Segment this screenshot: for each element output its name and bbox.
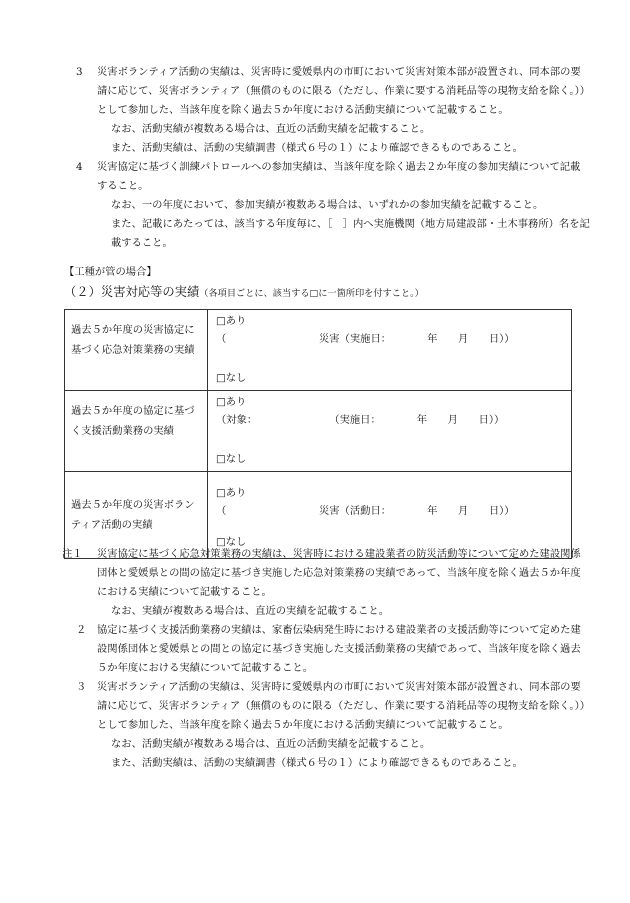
item-number: 3 bbox=[76, 66, 83, 78]
row-label: 過去５か年度の災害ボランティア活動の実績 bbox=[71, 499, 195, 531]
disaster-response-table bbox=[64, 309, 572, 559]
section-header: 【工種が管の場合】 bbox=[64, 266, 157, 278]
item-note: また、活動実績は、活動の実績調書（様式６号の１）により確認できるものであること。 bbox=[111, 142, 523, 154]
note-sub: なお、実績が複数ある場合は、直近の実績を記載すること。 bbox=[111, 605, 390, 617]
section-title-text: （２）災害対応等の実績 bbox=[64, 285, 200, 299]
top-items bbox=[0, 63, 630, 253]
row-answer-cell bbox=[208, 391, 572, 472]
section-subtitle: （各項目ごとに、該当する□に一箇所印を付すこと。） bbox=[199, 288, 424, 299]
checkbox-no[interactable]: □なし bbox=[216, 372, 247, 384]
row-answer-cell bbox=[208, 310, 572, 391]
row-label: 過去５か年度の協定に基づく支援活動業務の実績 bbox=[65, 391, 208, 472]
table-row bbox=[65, 391, 572, 472]
checkbox-no[interactable]: □なし bbox=[216, 536, 247, 548]
checkbox-no[interactable]: □なし bbox=[216, 453, 247, 465]
note-text: 災害ボランティア活動の実績は、災害時に愛媛県内の市町において災害対策本部が設置され、同本部の要請に応じて、災害ボランティア（無償のものに限る（ただし、作業に要する消耗品等の現物支給を除く。））として参加した、当該年度を除く過去５か年度における活動実績について記載すること。 bbox=[97, 681, 591, 731]
row-label: 過去５か年度の災害協定に基づく応急対策業務の実績 bbox=[65, 310, 208, 391]
item-note: なお、一の年度において、参加実績が複数ある場合は、いずれかの参加実績を記載すること。 bbox=[111, 199, 544, 211]
table-row bbox=[65, 310, 572, 391]
note-sub: また、活動実績は、活動の実績調書（様式６号の１）により確認できるものであること。 bbox=[111, 757, 523, 769]
item-number: 4 bbox=[76, 161, 83, 173]
item-text: 災害ボランティア活動の実績は、災害時に愛媛県内の市町において災害対策本部が設置され、同本部の要請に応じて、災害ボランティア（無償のものに限る（ただし、作業に要する消耗品等の現物支給を除く。））として参加した、当該年度を除く過去５か年度における活動実績について記載すること。 bbox=[97, 66, 591, 116]
checkbox-yes[interactable]: □あり bbox=[216, 315, 247, 327]
detail-field[interactable]: （ 災害（実施日： 年 月 日）） bbox=[216, 333, 515, 345]
note-sub: なお、活動実績が複数ある場合は、直近の活動実績を記載すること。 bbox=[111, 738, 431, 750]
note-1 bbox=[0, 545, 630, 602]
note-number: ３ bbox=[76, 681, 87, 693]
item-text: 災害協定に基づく訓練パトロールへの参加実績は、当該年度を除く過去２か年度の参加実績について記載すること。 bbox=[97, 161, 581, 192]
note-3 bbox=[0, 678, 630, 735]
checkbox-yes[interactable]: □あり bbox=[216, 487, 247, 499]
top-item-3 bbox=[0, 63, 630, 120]
checkbox-yes[interactable]: □あり bbox=[216, 396, 247, 408]
top-item-4 bbox=[0, 158, 630, 196]
item-note: なお、活動実績が複数ある場合は、直近の活動実績を記載すること。 bbox=[111, 123, 431, 135]
detail-field[interactable]: （ 災害（活動日： 年 月 日）） bbox=[216, 505, 515, 517]
note-number: 注１ bbox=[62, 548, 83, 560]
note-2 bbox=[0, 621, 630, 678]
note-text: 協定に基づく支援活動業務の実績は、家畜伝染病発生時における建設業者の支援活動等について定めた建設関係団体と愛媛県との間との協定に基づき実施した支援活動業務の実績であって、当該年度を除く過去５か年度における実績について記載すること。 bbox=[97, 624, 581, 674]
note-number: ２ bbox=[76, 624, 87, 636]
bottom-notes bbox=[0, 545, 630, 773]
item-note: また、記載にあたっては、該当する年度毎に、［ ］内へ実施機関（地方局建設部・土木事務所）名を記載すること。 bbox=[111, 218, 590, 249]
note-text: 災害協定に基づく応急対策業務の実績は、災害時における建設業者の防災活動等について定めた建設関係団体と愛媛県との間の協定に基づき実施した応急対策業務の実績であって、当該年度を除く過去５か年度における実績について記載すること。 bbox=[97, 548, 581, 598]
detail-field[interactable]: （対象： （実施日： 年 月 日）） bbox=[216, 414, 505, 426]
section-title bbox=[64, 283, 424, 303]
